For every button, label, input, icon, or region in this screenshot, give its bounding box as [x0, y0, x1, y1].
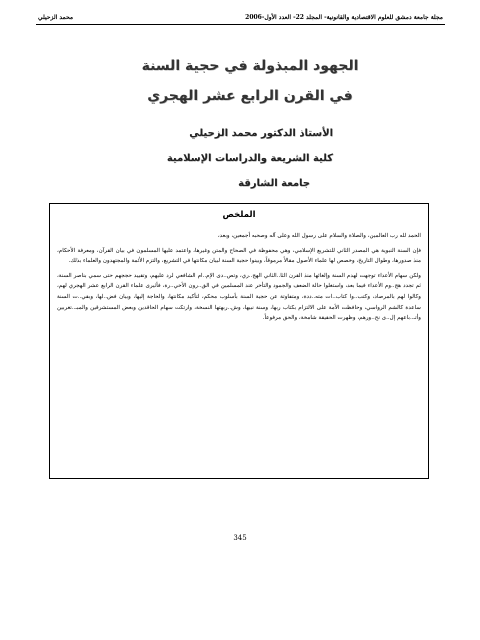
abstract-paragraph-2: فإن السنة النبوية هي المصدر الثاني للتشريع الإسلامي، وهي محفوظة في الصحاح والمتن وغيرها، واعتمد عليها المسلمون في بيان القرآن، ومعرفة الأحكام، منذ صدورها، وطوال التاريخ، وخصص لها علماء الأصول مقالاً مرموقاً، وبينوا حجية السنة لبيان مكانتها في التشريع، والتزم الأئمة والمجتهدون والعلماء بذلك.	[57, 247, 421, 265]
running-header-journal: مجلة جامعة دمشق للعلوم الاقتصادية والقانونية- المجلد 22- العدد الأول-2006	[245, 14, 443, 21]
running-header-author: محمد الزحيلي	[38, 14, 74, 21]
abstract-paragraph-3: ولكن سهام الأعداء توجهت لهدم السنة وإلغائها منذ القرن الثا..الثاني الهج..ري، وتص..دى الإم..ام الشافعي لرد عليهم، وتقييد حججهم حتى سمي بناصر السنة، ثم تجدد هج..وم الأعداء فيما بعد، واستغلوا حالة الضعف والجمود والتأخر عند المسلمين في الق..رون الأخي..رة، فأثيرى علماء القرن الرابع عشر الهجري لهم، وكالوا لهم بالمرصاد، وكتب..وا كتاب..ات مته..ددة، ومتفاوتة عن حجية السنة بأسلوب محكم، لتأكيد مكانتها، والحاجة إليها، وبيان فض..لها، وبقي..ت السنة ساعدة كالشم الرواسي، وحافظت الأمة على الالتزام بكتاب ربها، وسنة نبيها، وش..ربهتها النسخة، وارتكت سهام الحاقدين وبعض المستشرقين والمبـ..تغربين وأتـ..باعهم إل..ى نح..ورهم، وظهرت الحقيقة شامخة، والحق مرفوعاً.	[57, 272, 421, 322]
author-university: جامعة الشارقة	[238, 178, 310, 189]
article-title-line-2: في القرن الرابع عشر الهجري	[147, 88, 353, 104]
page-number: 345	[233, 534, 247, 542]
author-faculty: كلية الشريعة والدراسات الإسلامية	[166, 153, 333, 164]
abstract-paragraph-1: الحمد لله رب العالمين، والصلاة والسلام على رسول الله وعلى آله وصحبه أجمعين، وبعد،	[217, 233, 421, 239]
author-name: الأستاذ الدكتور محمد الزحيلي	[189, 128, 333, 139]
article-title-line-1: الجهود المبذولة في حجية السنة	[141, 58, 359, 74]
header-divider	[36, 24, 445, 25]
abstract-heading: الملخص	[222, 210, 256, 220]
abstract-box	[49, 203, 429, 479]
